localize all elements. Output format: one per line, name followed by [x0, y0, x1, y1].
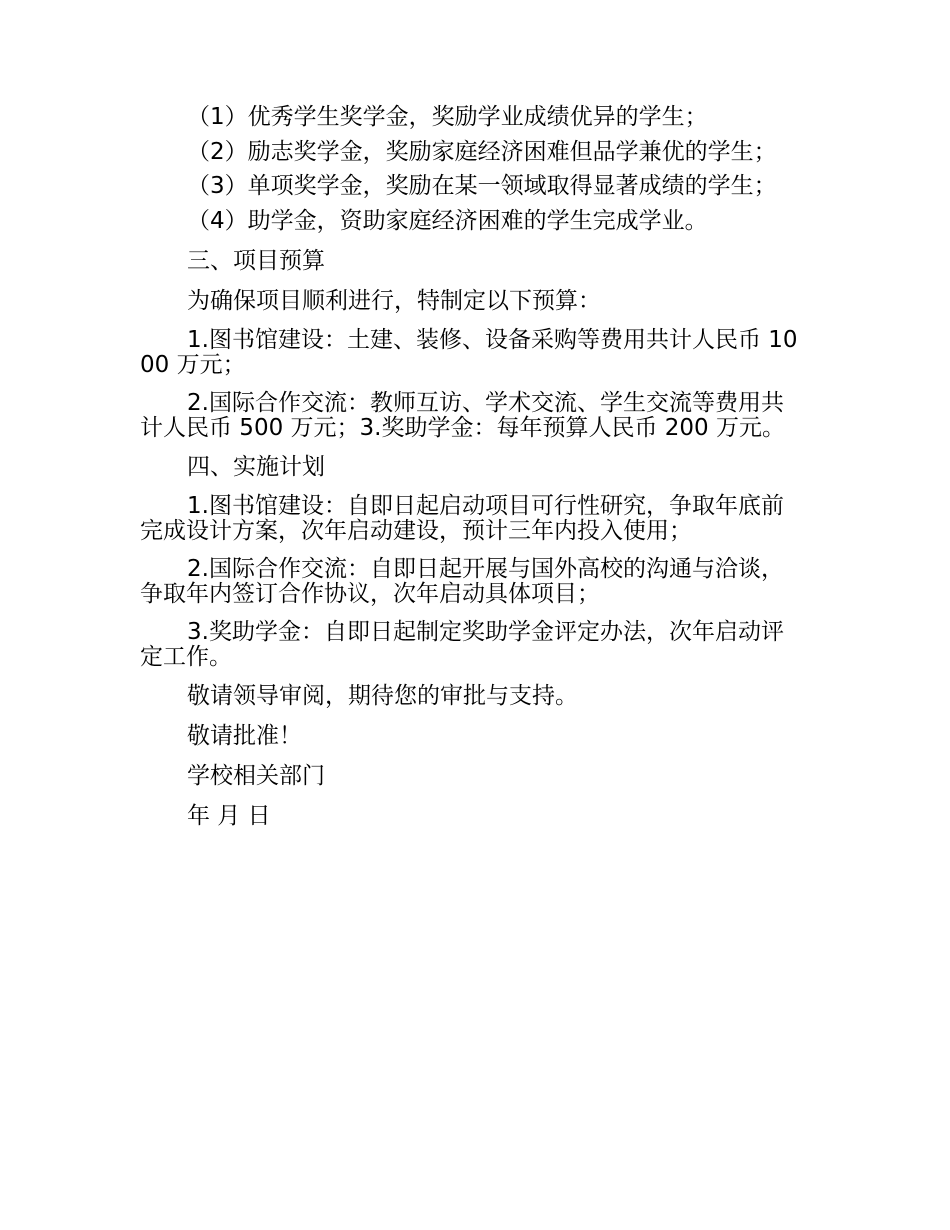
- paragraph-plan-exchange: 2.国际合作交流：自即日起开展与国外高校的沟通与洽谈，争取年内签订合作协议，次年启动具体项目；: [140, 556, 784, 607]
- paragraph-plan-library: 1.图书馆建设：自即日起启动项目可行性研究，争取年底前完成设计方案，次年启动建设，预计三年内投入使用；: [140, 493, 784, 544]
- paragraph-budget-exchange-and-scholarship: 2.国际合作交流：教师互访、学术交流、学生交流等费用共计人民币 500 万元；3.奖助学金：每年预算人民币 200 万元。: [140, 390, 785, 441]
- paragraph-grant: （4）助学金，资助家庭经济困难的学生完成学业。: [187, 208, 708, 234]
- section-heading-implementation: 四、实施计划: [187, 454, 325, 480]
- paragraph-budget-library: 1.图书馆建设：土建、装修、设备采购等费用共计人民币 1000 万元；: [140, 327, 798, 378]
- paragraph-scholarship-special: （3）单项奖学金，奖励在某一领域取得显著成绩的学生；: [187, 173, 777, 199]
- paragraph-budget-intro: 为确保项目顺利进行，特制定以下预算：: [187, 288, 601, 314]
- paragraph-scholarship-motivational: （2）励志奖学金，奖励家庭经济困难但品学兼优的学生；: [187, 139, 777, 165]
- paragraph-plan-scholarship: 3.奖助学金：自即日起制定奖助学金评定办法，次年启动评定工作。: [140, 619, 784, 670]
- section-heading-budget: 三、项目预算: [187, 248, 325, 274]
- paragraph-request-review: 敬请领导审阅，期待您的审批与支持。: [187, 683, 578, 709]
- paragraph-scholarship-excellent: （1）优秀学生奖学金，奖励学业成绩优异的学生；: [187, 104, 708, 130]
- paragraph-request-approval: 敬请批准！: [187, 723, 302, 749]
- document-body: [140, 104, 805, 830]
- signature-date: 年 月 日: [187, 803, 271, 829]
- signature-department: 学校相关部门: [187, 763, 325, 789]
